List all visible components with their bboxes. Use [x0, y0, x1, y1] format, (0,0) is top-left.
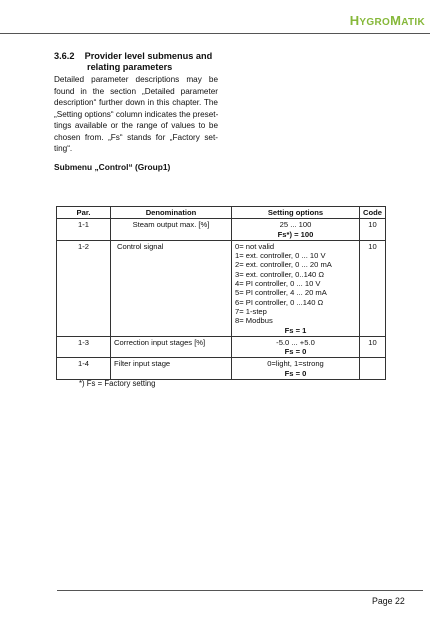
par-cell: 1-2 [57, 240, 111, 336]
table-row [57, 219, 386, 241]
options-cell [232, 240, 360, 336]
header-par: Par. [57, 207, 111, 219]
option-line: 0=light, 1=strong [267, 359, 324, 369]
option-line: 4= PI controller, 0 ... 10 V [235, 279, 321, 289]
intro-paragraph [54, 74, 218, 155]
intro-line: Detailed parameter descriptions may be [54, 75, 218, 84]
factory-setting: Fs = 0 [284, 347, 307, 357]
header-code: Code [360, 207, 386, 219]
code-cell: 10 [360, 219, 386, 241]
code-cell [360, 358, 386, 380]
section-number: 3.6.2 [54, 51, 75, 61]
header-rule [0, 33, 430, 34]
table-row [57, 336, 386, 358]
par-cell: 1-1 [57, 219, 111, 241]
parameter-table [56, 206, 386, 380]
submenu-title: Submenu „Control“ (Group1) [54, 162, 171, 172]
par-cell: 1-3 [57, 336, 111, 358]
denomination-cell: Steam output max. [%] [111, 219, 232, 241]
factory-setting: Fs = 0 [284, 368, 307, 378]
option-line: 5= PI controller, 4 ... 20 mA [235, 288, 327, 298]
code-cell: 10 [360, 240, 386, 336]
option-line: 1= ext. controller, 0 ... 10 V [235, 251, 326, 261]
hygromatik-logo: HYGROMATIK [349, 13, 425, 28]
intro-line: ting“. [54, 144, 73, 153]
option-line: 7= 1-step [235, 306, 267, 316]
page-number: Page 22 [372, 596, 405, 606]
option-line: 3= ext. controller, 0..140 Ω [235, 269, 325, 279]
header-setting-options: Setting options [232, 207, 360, 219]
denomination-cell: Filter input stage [111, 358, 232, 380]
table-row [57, 240, 386, 336]
options-cell [232, 219, 360, 241]
denomination-cell: Correction input stages [%] [111, 336, 232, 358]
section-heading [54, 51, 224, 73]
option-line: 8= Modbus [235, 316, 273, 326]
intro-line: tings available or the range of values to be [54, 121, 218, 130]
table-header-row [57, 207, 386, 219]
section-title-line1: Provider level submenus and [84, 51, 213, 61]
options-cell [232, 336, 360, 358]
section-title-line2: relating parameters [87, 62, 173, 72]
table-row [57, 358, 386, 380]
option-line: -5.0 ... +5.0 [276, 337, 315, 347]
code-cell: 10 [360, 336, 386, 358]
options-cell [232, 358, 360, 380]
header-denomination: Denomination [111, 207, 232, 219]
option-line: 0= not valid [235, 241, 275, 251]
intro-line: chosen from. „Fs“ stands for „Factory set- [54, 132, 218, 142]
factory-setting: Fs*) = 100 [277, 229, 314, 239]
footnote: *) Fs = Factory setting [79, 379, 156, 388]
intro-line: „Setting options“ column indicates the preset- [54, 109, 219, 119]
option-line: 25 ... 100 [279, 220, 312, 230]
intro-line: description“ further down in this chapter. The [54, 98, 218, 107]
denomination-cell: Control signal [111, 240, 232, 336]
footer-rule [57, 590, 423, 591]
par-cell: 1-4 [57, 358, 111, 380]
factory-setting: Fs = 1 [284, 325, 307, 335]
intro-line: found in the section „Detailed parameter [54, 86, 218, 96]
option-line: 6= PI controller, 0 ...140 Ω [235, 297, 324, 307]
option-line: 2= ext. controller, 0 ... 20 mA [235, 260, 332, 270]
